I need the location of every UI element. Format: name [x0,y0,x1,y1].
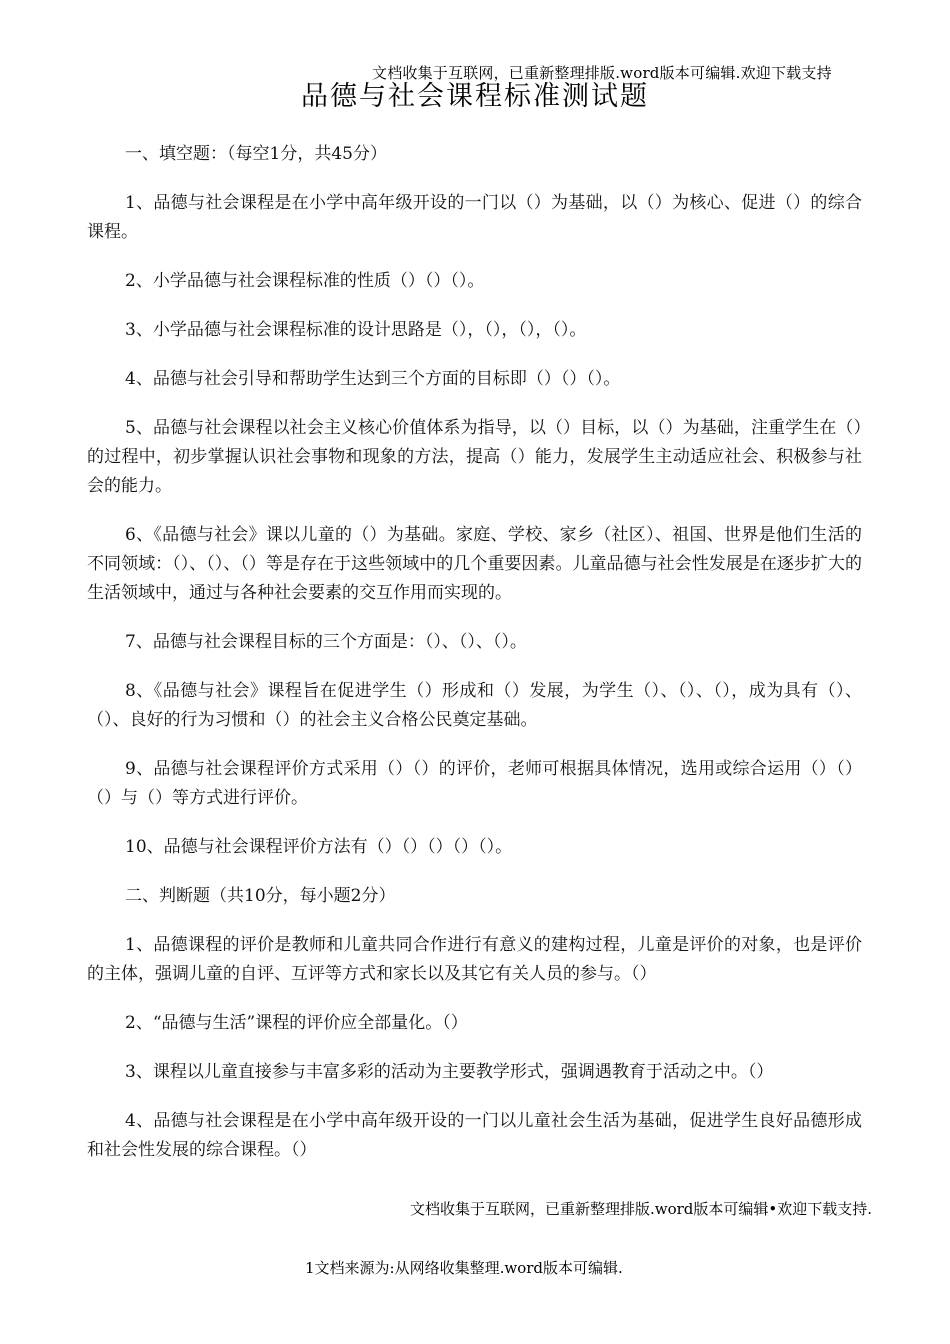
question-6: 6、《品德与社会》课以儿童的（）为基础。家庭、学校、家乡（社区）、祖国、世界是他们生活的不同领域：（）、（）、（）等是存在于这些领域中的几个重要因素。儿童品德与社会性发展是在逐步扩大的生活领域中，通过与各种社会要素的交互作用而实现的。 [87,525,862,603]
question-1: 1、品德与社会课程是在小学中高年级开设的一门以（）为基础，以（）为核心、促进（）的综合课程。 [87,193,862,242]
question-2: 2、小学品德与社会课程标准的性质（）（）（）。 [125,271,485,291]
question-9: 9、品德与社会课程评价方式采用（）（）的评价，老师可根据具体情况，选用或综合运用（）（）（）与（）等方式进行评价。 [87,759,862,808]
question-5: 5、品德与社会课程以社会主义核心价值体系为指导，以（）目标，以（）为基础，注重学生在（）的过程中，初步掌握认识社会事物和现象的方法，提高（）能力，发展学生主动适应社会、积极参与社会的能力。 [87,418,862,496]
question-8: 8、《品德与社会》课程旨在促进学生（）形成和（）发展，为学生（）、（）、（），成为具有（）、（）、良好的行为习惯和（）的社会主义合格公民奠定基础。 [87,681,862,730]
page-title: 品德与社会课程标准测试题 [301,81,649,112]
document-body [87,140,862,1165]
page-footer: 1文档来源为:从网络收集整理.word版本可编辑. [305,1259,623,1277]
question-3: 3、小学品德与社会课程标准的设计思路是（），（），（），（）。 [125,320,587,340]
tf-question-1: 1、品德课程的评价是教师和儿童共同合作进行有意义的建构过程，儿童是评价的对象，也是评价的主体，强调儿童的自评、互评等方式和家长以及其它有关人员的参与。（） [87,935,862,984]
question-7: 7、品德与社会课程目标的三个方面是：（）、（）、（）。 [125,632,527,652]
question-10: 10、品德与社会课程评价方法有（）（）（）（）（）。 [125,837,513,857]
tf-question-2: 2、“品德与生活”课程的评价应全部量化。（） [125,1013,468,1033]
tf-question-3: 3、课程以儿童直接参与丰富多彩的活动为主要教学形式，强调遇教育于活动之中。（） [125,1062,774,1082]
section-heading-fill-in: 一、填空题：（每空1分，共45分） [125,144,387,164]
question-4: 4、品德与社会引导和帮助学生达到三个方面的目标即（）（）（）。 [125,369,621,389]
header-note: 文档收集于互联网，已重新整理排版.word版本可编辑.欢迎下载支持 [372,64,832,82]
section-heading-true-false: 二、判断题（共10分，每小题2分） [125,886,396,906]
footer-note: 文档收集于互联网，已重新整理排版.word版本可编辑•欢迎下载支持. [409,1200,872,1218]
tf-question-4: 4、品德与社会课程是在小学中高年级开设的一门以儿童社会生活为基础，促进学生良好品德形成和社会性发展的综合课程。（） [87,1111,862,1160]
